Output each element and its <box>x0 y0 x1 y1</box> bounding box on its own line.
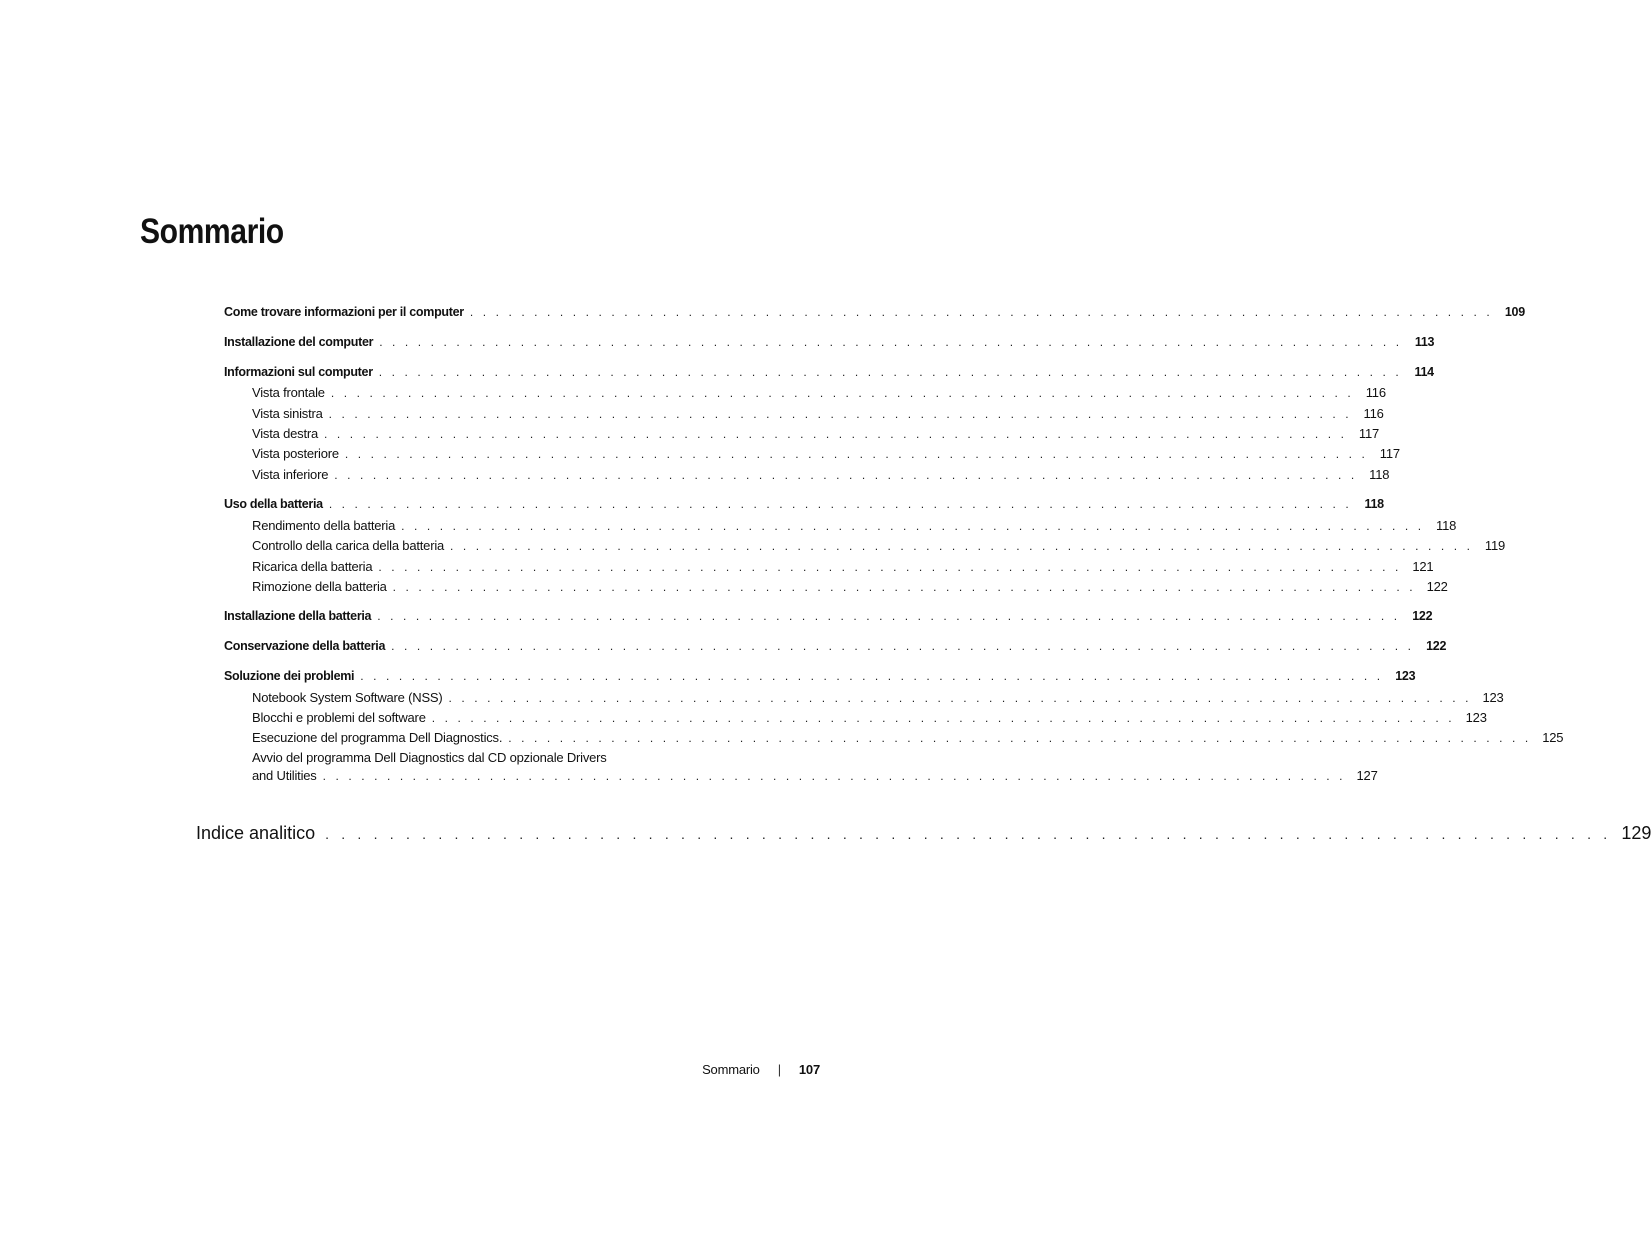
dot-leader: . . . . . . . . . . . . . . . . . . . . . . . . . . . . . . . . . . . . . . . . . . . . . . . . . . . . . . . . . . . . . . . . . . . . . . . . . . . . . . . . <box>325 826 1612 842</box>
toc-subentry[interactable] <box>252 406 1384 422</box>
toc-entry-label: Informazioni sul computer <box>224 365 373 379</box>
toc-entry-label: Conservazione della batteria <box>224 639 386 653</box>
toc-entry-label: Esecuzione del programma Dell Diagnostics. <box>252 730 503 745</box>
dot-leader: . . . . . . . . . . . . . . . . . . . . . . . . . . . . . . . . . . . . . . . . . . . . . . . . . . . . . . . . . . . . . . . . . . . . . . . . . . . . . . . . <box>344 447 1368 461</box>
toc-subentry[interactable] <box>252 730 1564 746</box>
dot-leader: . . . . . . . . . . . . . . . . . . . . . . . . . . . . . . . . . . . . . . . . . . . . . . . . . . . . . . . . . . . . . . . . . . . . . . . . . . . . . . . . <box>401 519 1425 533</box>
toc-entry[interactable] <box>224 638 1447 654</box>
dot-leader: . . . . . . . . . . . . . . . . . . . . . . . . . . . . . . . . . . . . . . . . . . . . . . . . . . . . . . . . . . . . . . . . . . . . . . . . . . . . . . . . <box>328 497 1352 511</box>
dot-leader: . . . . . . . . . . . . . . . . . . . . . . . . . . . . . . . . . . . . . . . . . . . . . . . . . . . . . . . . . . . . . . . . . . . . . . . . . . . . . . . . <box>508 731 1532 745</box>
toc-subentry[interactable] <box>252 538 1506 554</box>
toc-entry-page: 123 <box>1395 669 1416 683</box>
toc-entry-page: 129 <box>1621 823 1651 843</box>
toc-entry-page: 118 <box>1364 497 1384 511</box>
dot-leader: . . . . . . . . . . . . . . . . . . . . . . . . . . . . . . . . . . . . . . . . . . . . . . . . . . . . . . . . . . . . . . . . . . . . . . . . . . . . . . . . <box>450 539 1474 553</box>
toc-subentry[interactable] <box>252 467 1390 483</box>
toc-entry-page: 119 <box>1484 538 1506 553</box>
toc-entry-label: Vista posteriore <box>252 446 339 461</box>
toc-subentry[interactable] <box>252 446 1400 462</box>
toc-entry-label: Installazione della batteria <box>224 609 372 623</box>
dot-leader: . . . . . . . . . . . . . . . . . . . . . . . . . . . . . . . . . . . . . . . . . . . . . . . . . . . . . . . . . . . . . . . . . . . . . . . . . . . . . . . . <box>378 560 1402 574</box>
dot-leader: . . . . . . . . . . . . . . . . . . . . . . . . . . . . . . . . . . . . . . . . . . . . . . . . . . . . . . . . . . . . . . . . . . . . . . . . . . . . . . . . <box>379 335 1403 349</box>
toc-entry-page: 123 <box>1465 710 1487 725</box>
toc-entry[interactable] <box>224 364 1434 380</box>
toc-entry-page: 109 <box>1504 305 1525 319</box>
toc-entry-page: 113 <box>1414 335 1435 349</box>
toc-entry-label: Rendimento della batteria <box>252 518 396 533</box>
toc-entry-page: 123 <box>1482 690 1504 705</box>
toc-entry-page: 122 <box>1426 579 1448 594</box>
toc-entry-label: Ricarica della batteria <box>252 559 373 574</box>
footer-section: Sommario <box>702 1062 760 1077</box>
toc-entry-label-line1: Avvio del programma Dell Diagnostics dal CD opzionale Drivers <box>252 750 607 765</box>
toc-entry-page: 116 <box>1365 385 1386 400</box>
toc-subentry[interactable] <box>252 426 1380 442</box>
toc-entry[interactable] <box>224 334 1435 350</box>
footer-separator: | <box>777 1062 781 1077</box>
toc-entry[interactable] <box>224 304 1525 320</box>
dot-leader: . . . . . . . . . . . . . . . . . . . . . . . . . . . . . . . . . . . . . . . . . . . . . . . . . . . . . . . . . . . . . . . . . . . . . . . . . . . . . . . . <box>378 365 1402 379</box>
toc-entry-label: Soluzione dei problemi <box>224 669 355 683</box>
dot-leader: . . . . . . . . . . . . . . . . . . . . . . . . . . . . . . . . . . . . . . . . . . . . . . . . . . . . . . . . . . . . . . . . . . . . . . . . . . . . . . . . <box>392 580 1416 594</box>
toc-subentry[interactable] <box>252 690 1504 706</box>
toc-entry-label: Vista sinistra <box>252 406 323 421</box>
toc-index-entry[interactable] <box>196 823 1651 844</box>
toc-entry-page: 118 <box>1369 467 1390 482</box>
page-footer <box>702 1062 820 1077</box>
toc-entry-label: and Utilities <box>252 768 317 783</box>
dot-leader: . . . . . . . . . . . . . . . . . . . . . . . . . . . . . . . . . . . . . . . . . . . . . . . . . . . . . . . . . . . . . . . . . . . . . . . . . . . . . . . . <box>448 691 1472 705</box>
dot-leader: . . . . . . . . . . . . . . . . . . . . . . . . . . . . . . . . . . . . . . . . . . . . . . . . . . . . . . . . . . . . . . . . . . . . . . . . . . . . . . . . <box>330 386 1354 400</box>
toc-entry-page: 117 <box>1358 426 1380 441</box>
toc-entry-page: 127 <box>1356 768 1378 783</box>
toc-entry-label: Vista inferiore <box>252 467 329 482</box>
dot-leader: . . . . . . . . . . . . . . . . . . . . . . . . . . . . . . . . . . . . . . . . . . . . . . . . . . . . . . . . . . . . . . . . . . . . . . . . . . . . . . . . <box>377 609 1401 623</box>
toc-entry-label: Uso della batteria <box>224 497 323 511</box>
toc-entry-label: Vista destra <box>252 426 319 441</box>
toc-entry-page: 114 <box>1414 365 1434 379</box>
dot-leader: . . . . . . . . . . . . . . . . . . . . . . . . . . . . . . . . . . . . . . . . . . . . . . . . . . . . . . . . . . . . . . . . . . . . . . . . . . . . . . . . <box>328 407 1352 421</box>
toc-subentry[interactable] <box>252 579 1448 595</box>
toc-entry-page: 125 <box>1542 730 1564 745</box>
page-number: 107 <box>798 1062 820 1077</box>
toc-entry[interactable] <box>224 668 1416 684</box>
toc-subentry[interactable] <box>252 710 1487 726</box>
toc-entry-label: Notebook System Software (NSS) <box>252 690 443 705</box>
toc-subentry[interactable] <box>252 518 1457 534</box>
toc-entry-page: 116 <box>1363 406 1384 421</box>
page-title: Sommario <box>140 212 284 251</box>
toc-entry-page: 117 <box>1379 446 1400 461</box>
toc-entry-page: 122 <box>1412 609 1433 623</box>
dot-leader: . . . . . . . . . . . . . . . . . . . . . . . . . . . . . . . . . . . . . . . . . . . . . . . . . . . . . . . . . . . . . . . . . . . . . . . . . . . . . . . . <box>469 305 1493 319</box>
toc-subentry[interactable] <box>252 385 1386 401</box>
toc-entry-label: Installazione del computer <box>224 335 374 349</box>
dot-leader: . . . . . . . . . . . . . . . . . . . . . . . . . . . . . . . . . . . . . . . . . . . . . . . . . . . . . . . . . . . . . . . . . . . . . . . . . . . . . . . . <box>391 639 1415 653</box>
toc-entry-label: Indice analitico <box>196 823 316 843</box>
dot-leader: . . . . . . . . . . . . . . . . . . . . . . . . . . . . . . . . . . . . . . . . . . . . . . . . . . . . . . . . . . . . . . . . . . . . . . . . . . . . . . . . <box>334 468 1358 482</box>
toc-entry-page: 118 <box>1436 518 1457 533</box>
toc-entry-page: 121 <box>1412 559 1434 574</box>
toc-entry-label: Vista frontale <box>252 385 325 400</box>
toc-subentry[interactable] <box>252 559 1434 575</box>
toc-entry[interactable] <box>224 496 1384 512</box>
toc-entry[interactable] <box>224 608 1433 624</box>
dot-leader: . . . . . . . . . . . . . . . . . . . . . . . . . . . . . . . . . . . . . . . . . . . . . . . . . . . . . . . . . . . . . . . . . . . . . . . . . . . . . . . . <box>324 427 1348 441</box>
toc-entry-label: Rimozione della batteria <box>252 579 387 594</box>
toc-entry-page: 122 <box>1426 639 1447 653</box>
toc-entry-label: Come trovare informazioni per il computer <box>224 305 464 319</box>
toc-entry-label: Blocchi e problemi del software <box>252 710 426 725</box>
dot-leader: . . . . . . . . . . . . . . . . . . . . . . . . . . . . . . . . . . . . . . . . . . . . . . . . . . . . . . . . . . . . . . . . . . . . . . . . . . . . . . . . <box>360 669 1384 683</box>
toc-subentry[interactable] <box>252 768 1378 784</box>
toc-entry-label: Controllo della carica della batteria <box>252 538 445 553</box>
dot-leader: . . . . . . . . . . . . . . . . . . . . . . . . . . . . . . . . . . . . . . . . . . . . . . . . . . . . . . . . . . . . . . . . . . . . . . . . . . . . . . . . <box>431 711 1455 725</box>
dot-leader: . . . . . . . . . . . . . . . . . . . . . . . . . . . . . . . . . . . . . . . . . . . . . . . . . . . . . . . . . . . . . . . . . . . . . . . . . . . . . . . . <box>322 769 1346 783</box>
